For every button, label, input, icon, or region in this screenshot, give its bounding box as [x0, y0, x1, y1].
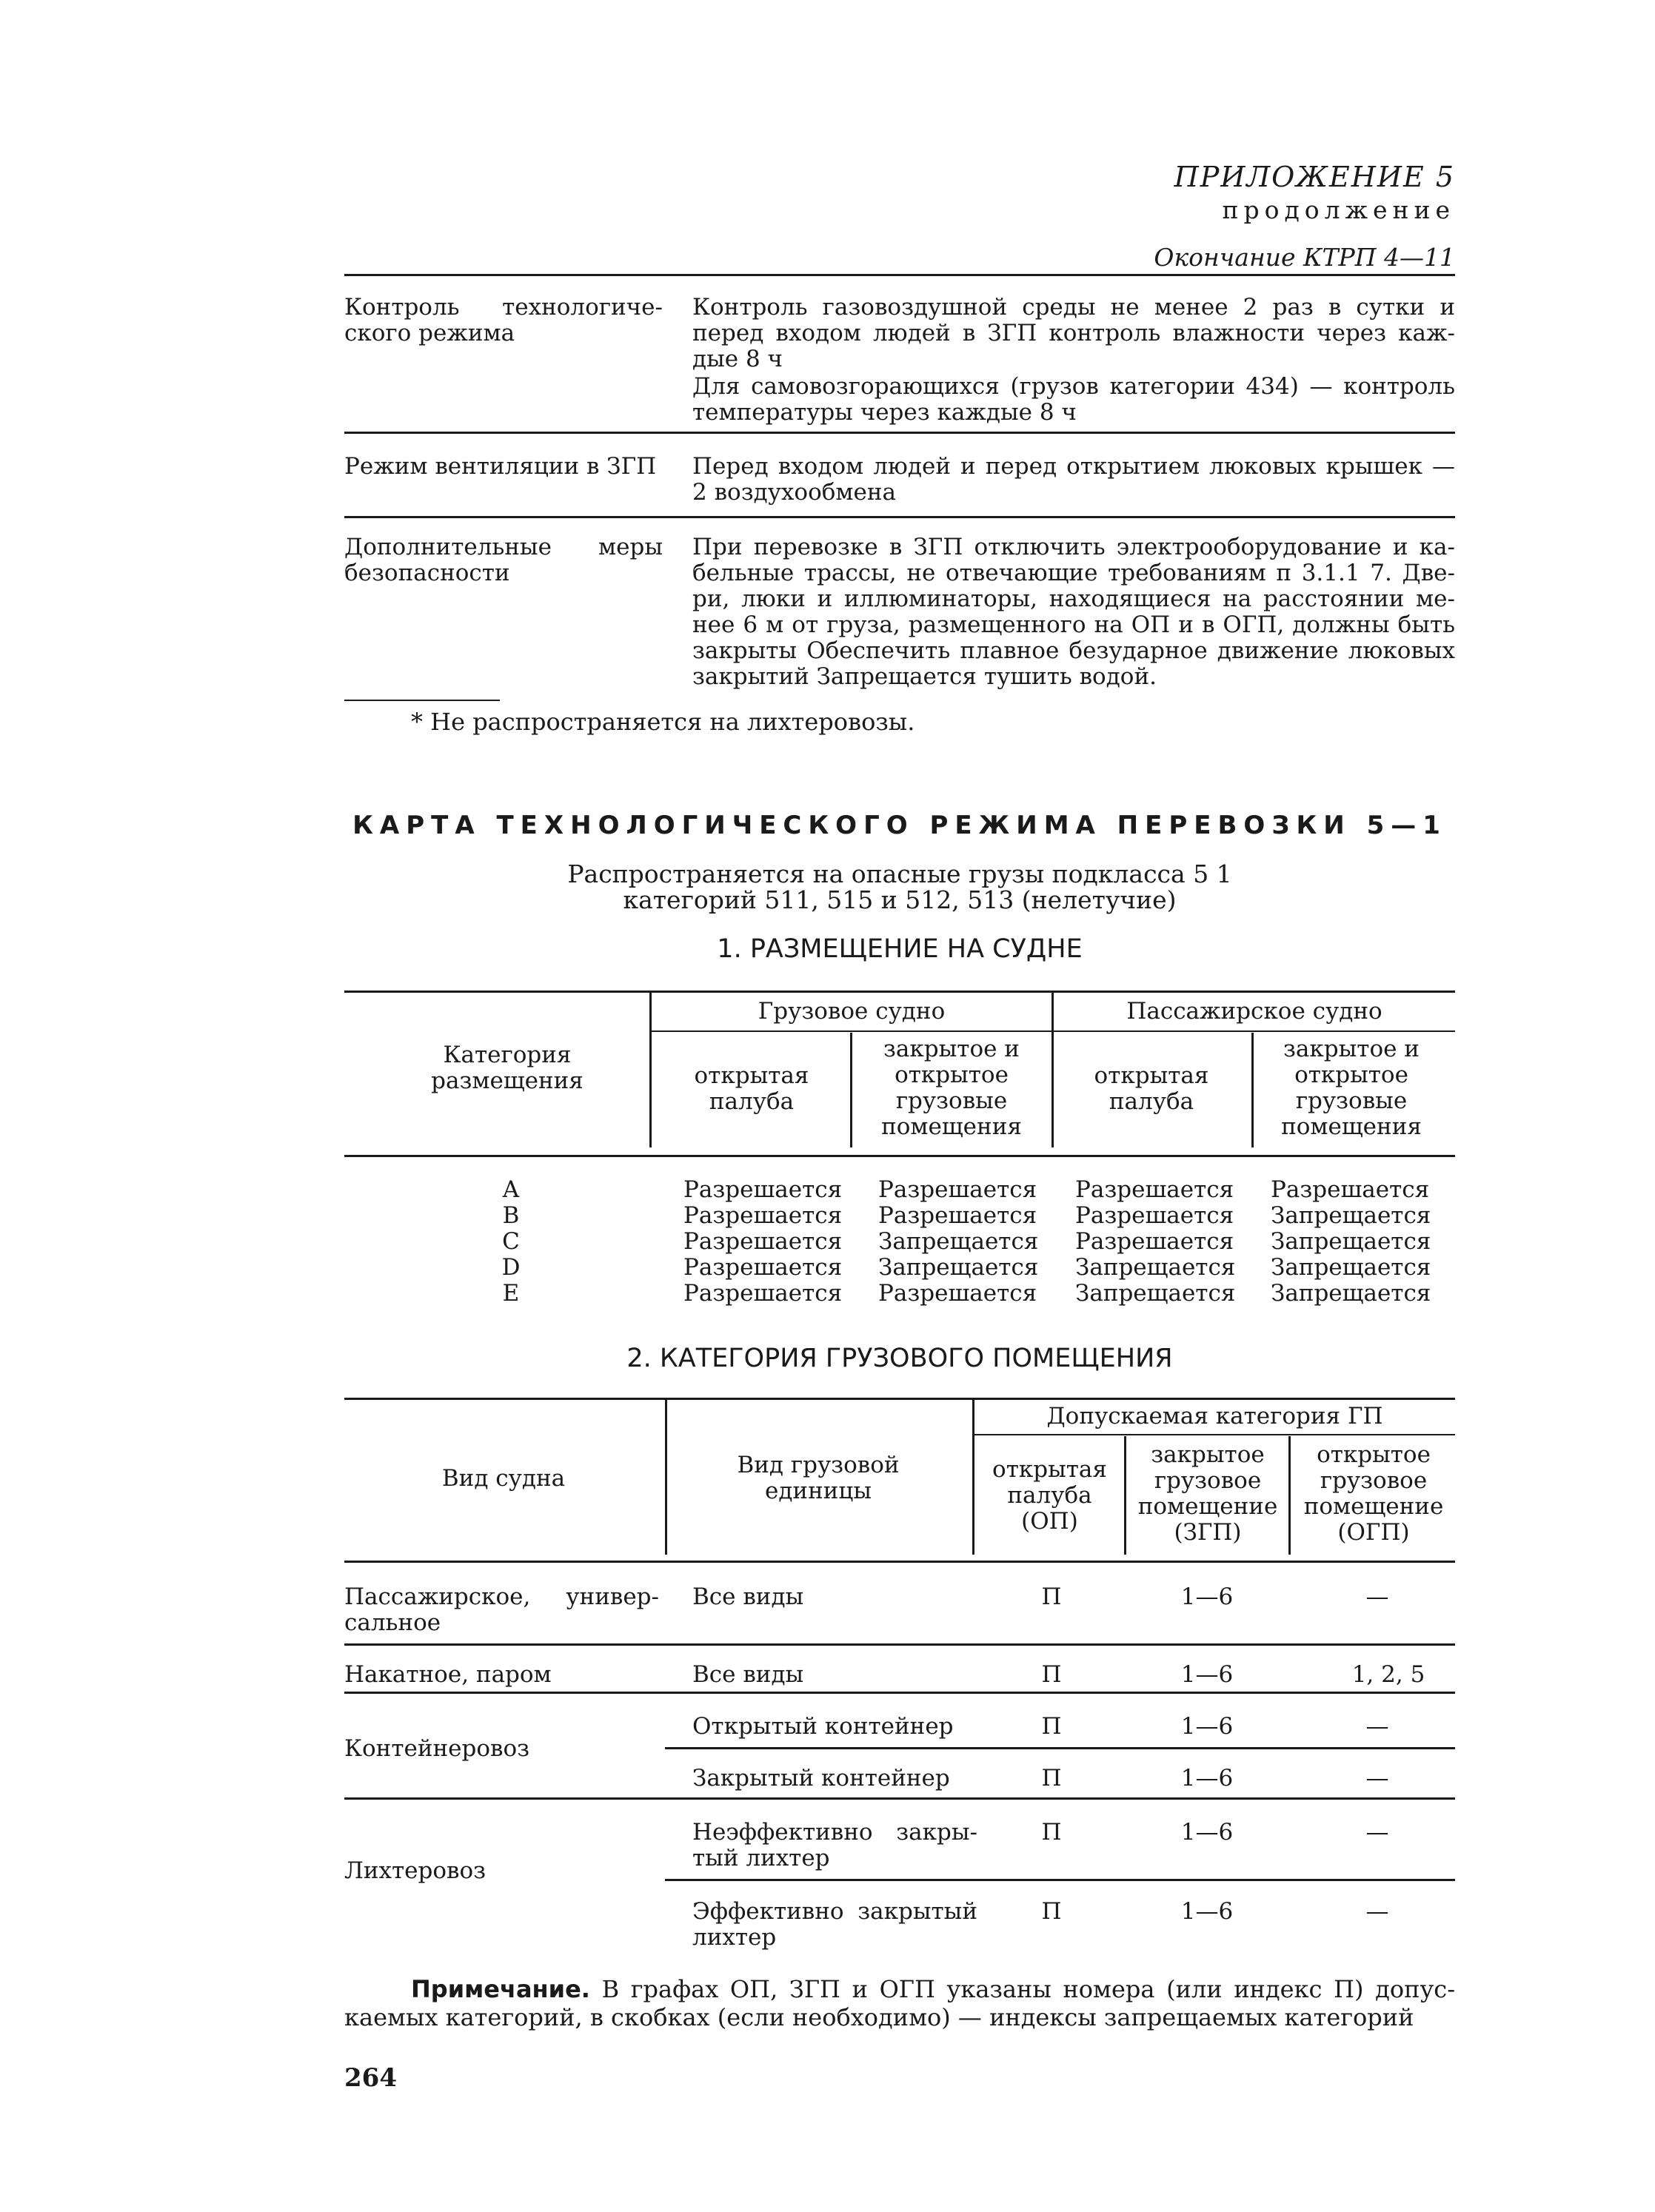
value-cell: Запрещается: [1075, 1254, 1236, 1281]
col-open-hold: открытое грузовое помещение (ОГП): [1303, 1441, 1444, 1546]
zgp-cell: 1—6: [1180, 1898, 1234, 1925]
value-cell: Разрешается: [683, 1254, 843, 1281]
note-label: Примечание.: [411, 1975, 590, 2003]
row-divider: [344, 516, 1455, 518]
page-number: 264: [344, 2063, 397, 2093]
sub-closed-holds: закрытое и открытое грузовые помещения: [1281, 1036, 1422, 1140]
ship-cell: Накатное, паром: [344, 1661, 552, 1688]
row-label: Дополнительные меры безопасности: [344, 534, 663, 586]
unit-cell: Все виды: [692, 1661, 804, 1688]
row-divider: [665, 1747, 1455, 1749]
header-bottom-rule: [344, 1561, 1455, 1563]
footnote: * Не распространяется на лихтеровозы.: [411, 708, 915, 736]
value-cell: Разрешается: [683, 1228, 843, 1255]
zgp-cell: 1—6: [1180, 1583, 1234, 1610]
value-cell: Разрешается: [683, 1202, 843, 1229]
unit-cell: Закрытый контейнер: [692, 1765, 950, 1792]
value-cell: Запрещается: [878, 1228, 1039, 1255]
value-cell: Разрешается: [1075, 1202, 1234, 1229]
ogp-cell: —: [1365, 1583, 1389, 1610]
col-divider: [1124, 1436, 1126, 1555]
ogp-cell: —: [1365, 1898, 1389, 1925]
table-top-rule: [344, 274, 1455, 276]
card-subtitle-1: Распространяется на опасные грузы подкласса 5 1: [567, 859, 1232, 888]
table-end-label: Окончание КТРП 4—11: [1154, 243, 1455, 272]
category-cell: B: [502, 1202, 520, 1229]
table-top-rule: [344, 1398, 1455, 1400]
value-cell: Запрещается: [1271, 1228, 1431, 1255]
row-text: Контроль газовоздушной среды не менее 2 раз в сутки и перед входом людей в ЗГП контроль влажности через каж-дые 8 ч: [692, 294, 1455, 372]
ogp-cell: —: [1365, 1765, 1389, 1792]
row-text-2: Для самовозгорающихся (грузов категории 434) — контроль температуры через каждые 8 ч: [692, 373, 1455, 426]
value-cell: Разрешается: [1271, 1176, 1430, 1203]
category-cell: E: [502, 1280, 520, 1307]
op-cell: П: [1041, 1819, 1062, 1846]
value-cell: Разрешается: [878, 1176, 1037, 1203]
op-cell: П: [1041, 1898, 1062, 1925]
ship-cell: Лихтеровоз: [344, 1857, 487, 1884]
unit-cell: Все виды: [692, 1583, 804, 1610]
col-open-deck: открытая палуба (ОП): [992, 1456, 1107, 1535]
op-cell: П: [1041, 1765, 1062, 1792]
ogp-cell: —: [1365, 1819, 1389, 1846]
sub-open-deck: открытая палуба: [1094, 1062, 1209, 1115]
zgp-cell: 1—6: [1180, 1765, 1234, 1792]
value-cell: Разрешается: [683, 1280, 843, 1307]
row-divider: [344, 432, 1455, 434]
op-cell: П: [1041, 1583, 1062, 1610]
value-cell: Запрещается: [1271, 1280, 1431, 1307]
op-cell: П: [1041, 1713, 1062, 1740]
continuation-label: продолжение: [1222, 195, 1455, 224]
value-cell: Запрещается: [1075, 1280, 1236, 1307]
sub-closed-holds: закрытое и открытое грузовые помещения: [881, 1036, 1022, 1140]
row-divider: [344, 1692, 1455, 1694]
col-divider: [1251, 1033, 1254, 1147]
ogp-cell: 1, 2, 5: [1351, 1661, 1425, 1688]
appendix-title: ПРИЛОЖЕНИЕ 5: [1174, 161, 1455, 193]
card-subtitle-2: категорий 511, 515 и 512, 513 (нелетучие): [623, 885, 1177, 914]
ogp-cell: —: [1365, 1713, 1389, 1740]
value-cell: Разрешается: [1075, 1176, 1234, 1203]
note-text: В графах ОП, ЗГП и ОГП указаны номера (или индекс П) допус-каемых категорий, в скобках (если необходимо) — индексы запрещаемых категорий: [344, 1975, 1456, 2031]
group-cargo-ship: Грузовое судно: [758, 998, 946, 1025]
row-divider: [344, 1797, 1455, 1800]
group-underline: [650, 1030, 1455, 1032]
ship-cell: Пассажирское, универ-сальное: [344, 1583, 659, 1636]
unit-cell: Эффективно закрытый лихтер: [692, 1898, 977, 1951]
unit-cell: Неэффективно закры-тый лихтер: [692, 1819, 977, 1871]
value-cell: Запрещается: [1271, 1202, 1431, 1229]
value-cell: Разрешается: [878, 1202, 1037, 1229]
col-ship-type: Вид судна: [441, 1465, 566, 1492]
row-text: Перед входом людей и перед открытием люковых крышек — 2 воздухообмена: [692, 453, 1455, 506]
value-cell: Запрещается: [878, 1254, 1039, 1281]
zgp-cell: 1—6: [1180, 1819, 1234, 1846]
value-cell: Запрещается: [1271, 1254, 1431, 1281]
row-text: При перевозке в ЗГП отключить электрооборудование и ка-бельные трассы, не отвечающие требованиям п 3.1.1 7. Две-ри, люки и иллюминаторы, находящиеся на расстоянии ме-нее 6 м от груза, размещенного на ОП и в ОГП, должны быть закрыты Обеспечить плавное безударное движение люковых закрытий Запрещается тушить водой.: [692, 534, 1455, 690]
group-passenger-ship: Пассажирское судно: [1126, 998, 1382, 1025]
row-label: Контроль технологиче-ского режима: [344, 294, 663, 346]
footnote-rule: [344, 700, 500, 701]
value-cell: Разрешается: [878, 1280, 1037, 1307]
section1-heading: 1. РАЗМЕЩЕНИЕ НА СУДНЕ: [717, 934, 1083, 964]
category-cell: C: [502, 1228, 520, 1255]
op-cell: П: [1041, 1661, 1062, 1688]
note: [344, 1975, 1455, 2031]
group-allowed-category: Допускаемая категория ГП: [1046, 1403, 1383, 1430]
unit-cell: Открытый контейнер: [692, 1713, 954, 1740]
col-divider: [850, 1033, 852, 1147]
section2-heading: 2. КАТЕГОРИЯ ГРУЗОВОГО ПОМЕЩЕНИЯ: [626, 1344, 1173, 1373]
value-cell: Разрешается: [683, 1176, 843, 1203]
row-divider: [344, 1643, 1455, 1646]
row-divider: [665, 1879, 1455, 1881]
category-cell: D: [501, 1254, 521, 1281]
group-underline: [973, 1434, 1455, 1435]
col-category: Категория размещения: [431, 1042, 584, 1094]
sub-open-deck: открытая палуба: [694, 1062, 809, 1115]
col-divider: [1288, 1436, 1291, 1555]
zgp-cell: 1—6: [1180, 1713, 1234, 1740]
table-top-rule: [344, 991, 1455, 993]
col-closed-hold: закрытое грузовое помещение (ЗГП): [1137, 1441, 1278, 1546]
col-divider: [665, 1399, 667, 1555]
header-bottom-rule: [344, 1155, 1455, 1157]
card-title: КАРТА ТЕХНОЛОГИЧЕСКОГО РЕЖИМА ПЕРЕВОЗКИ 5—1: [352, 811, 1447, 840]
row-label: Режим вентиляции в ЗГП: [344, 453, 657, 480]
col-unit-type: Вид грузовой единицы: [737, 1452, 900, 1504]
zgp-cell: 1—6: [1180, 1661, 1234, 1688]
value-cell: Разрешается: [1075, 1228, 1234, 1255]
category-cell: A: [502, 1176, 520, 1203]
ship-cell: Контейнеровоз: [344, 1735, 530, 1762]
